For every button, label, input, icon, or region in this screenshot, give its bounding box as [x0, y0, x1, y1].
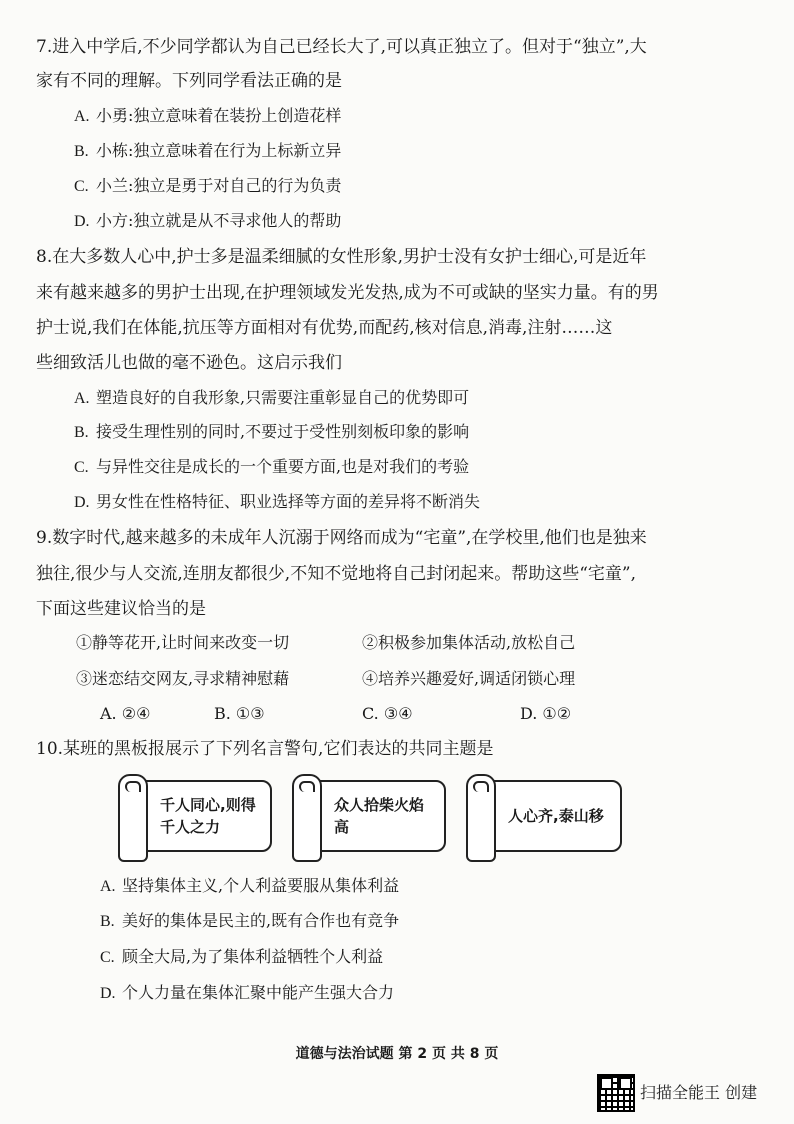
q8-option-a	[74, 387, 469, 410]
q9-stem-line3: 下面这些建议恰当的是	[36, 599, 206, 619]
q9-choice-c: C. ③④	[362, 704, 413, 723]
scroll-curl-icon	[292, 774, 322, 862]
q9-item-4: ④培养兴趣爱好,调适闭锁心理	[362, 669, 576, 688]
option-letter: A.	[100, 878, 116, 895]
option-text: 顾全大局,为了集体利益牺牲个人利益	[122, 947, 384, 966]
option-letter: B.	[74, 143, 89, 160]
q8-option-d	[74, 491, 480, 514]
option-letter: B.	[100, 913, 115, 930]
q9-choice-d: D. ①②	[520, 704, 572, 723]
q7-stem-line1: 7.进入中学后,不少同学都认为自己已经长大了,可以真正独立了。但对于“独立”,大	[36, 37, 647, 57]
q9-item-1: ①静等花开,让时间来改变一切	[76, 633, 290, 652]
scroll-curl-icon	[466, 774, 496, 862]
option-letter: C.	[74, 178, 89, 195]
page-footer: 道德与法治试题 第 2 页 共 8 页	[295, 1046, 499, 1062]
quote-text: 众人拾柴火焰高	[334, 796, 425, 836]
option-text: 小勇:独立意味着在装扮上创造花样	[96, 106, 342, 125]
option-letter: A.	[74, 390, 90, 407]
q7-option-d	[74, 210, 341, 233]
option-text: 个人力量在集体汇聚中能产生强大合力	[122, 983, 395, 1002]
qr-code-icon	[597, 1074, 635, 1112]
option-text: 小方:独立就是从不寻求他人的帮助	[96, 211, 342, 230]
q7-option-c	[74, 175, 341, 198]
q9-choice-a: A. ②④	[100, 704, 151, 723]
option-text: 美好的集体是民主的,既有合作也有竞争	[122, 911, 400, 930]
quote-scroll-3	[470, 780, 622, 852]
option-text: 塑造良好的自我形象,只需要注重彰显自己的优势即可	[96, 388, 470, 407]
q8-stem-line1: 8.在大多数人心中,护士多是温柔细腻的女性形象,男护士没有女护士细心,可是近年	[36, 247, 647, 267]
option-letter: A.	[74, 108, 90, 125]
option-letter: D.	[74, 213, 90, 230]
option-letter: C.	[100, 949, 115, 966]
q8-option-c	[74, 456, 469, 479]
q8-stem-line2: 来有越来越多的男护士出现,在护理领域发光发热,成为不可或缺的坚实力量。有的男	[36, 283, 659, 303]
quote-text: 人心齐,泰山移	[508, 807, 604, 825]
option-text: 小栋:独立意味着在行为上标新立异	[96, 141, 342, 160]
q8-option-b	[74, 421, 469, 444]
q9-stem-line2: 独往,很少与人交流,连朋友都很少,不知不觉地将自己封闭起来。帮助这些“宅童”,	[36, 564, 636, 584]
q7-option-a	[74, 105, 341, 128]
scroll-curl-icon	[118, 774, 148, 862]
option-letter: D.	[74, 494, 90, 511]
q8-stem-line4: 些细致活儿也做的毫不逊色。这启示我们	[36, 353, 342, 373]
q7-option-b	[74, 140, 341, 163]
quote-text: 千人同心,则得 千人之力	[160, 796, 256, 836]
option-text: 男女性在性格特征、职业选择等方面的差异将不断消失	[96, 492, 481, 511]
option-text: 坚持集体主义,个人利益要服从集体利益	[122, 876, 400, 895]
q9-item-3: ③迷恋结交网友,寻求精神慰藉	[76, 669, 290, 688]
q10-stem-line1: 10.某班的黑板报展示了下列名言警句,它们表达的共同主题是	[36, 739, 494, 759]
q10-option-b	[100, 910, 399, 933]
q8-stem-line3: 护士说,我们在体能,抗压等方面相对有优势,而配药,核对信息,消毒,注射……这	[36, 318, 613, 338]
option-letter: B.	[74, 424, 89, 441]
option-letter: C.	[74, 459, 89, 476]
quote-scroll-2	[296, 780, 446, 852]
option-text: 接受生理性别的同时,不要过于受性别刻板印象的影响	[96, 422, 470, 441]
option-text: 小兰:独立是勇于对自己的行为负责	[96, 176, 342, 195]
q10-option-a	[100, 875, 399, 898]
q9-choice-b: B. ①③	[214, 704, 265, 723]
q10-option-c	[100, 946, 383, 969]
q9-item-2: ②积极参加集体活动,放松自己	[362, 633, 576, 652]
quote-scroll-1	[122, 780, 272, 852]
scanner-watermark: 扫描全能王 创建	[640, 1083, 758, 1102]
q10-option-d	[100, 982, 394, 1005]
q7-stem-line2: 家有不同的理解。下列同学看法正确的是	[36, 71, 342, 91]
option-text: 与异性交往是成长的一个重要方面,也是对我们的考验	[96, 457, 470, 476]
q9-stem-line1: 9.数字时代,越来越多的未成年人沉溺于网络而成为“宅童”,在学校里,他们也是独来	[36, 528, 647, 548]
option-letter: D.	[100, 985, 116, 1002]
